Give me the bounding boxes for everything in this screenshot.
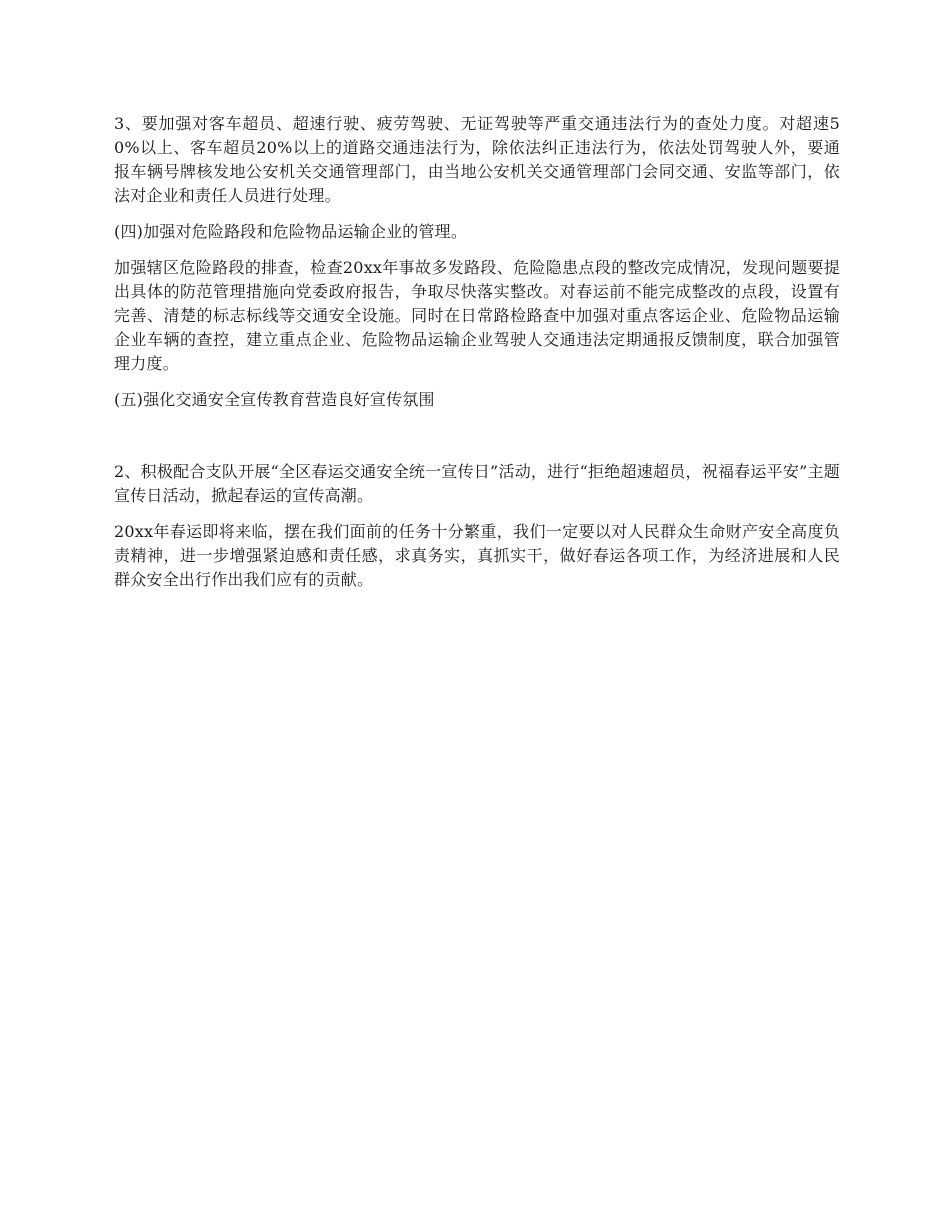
paragraph-dangerous-roads: 加强辖区危险路段的排查，检查20xx年事故多发路段、危险隐患点段的整改完成情况，发现问题要提出具体的防范管理措施向党委政府报告，争取尽快落实整改。对春运前不能完成整改的点段，设置有完善、清楚的标志标线等交通安全设施。同时在日常路检路查中加强对重点客运企业、危险物品运输企业车辆的查控，建立重点企业、危险物品运输企业驾驶人交通违法定期通报反馈制度，联合加强管理力度。 bbox=[114, 258, 840, 373]
document-page bbox=[114, 112, 840, 604]
blank-gap bbox=[114, 424, 840, 460]
section-heading-4: (四)加强对危险路段和危险物品运输企业的管理。 bbox=[114, 222, 468, 241]
section-heading-5: (五)强化交通安全宣传教育营造良好宣传氛围 bbox=[114, 390, 435, 409]
paragraph-conclusion: 20xx年春运即将来临，摆在我们面前的任务十分繁重，我们一定要以对人民群众生命财产安全高度负责精神，进一步增强紧迫感和责任感，求真务实，真抓实干，做好春运各项工作，为经济进展和人民群众安全出行作出我们应有的贡献。 bbox=[114, 522, 840, 589]
paragraph-publicity-day: 2、积极配合支队开展“全区春运交通安全统一宣传日”活动，进行“拒绝超速超员，祝福春运平安”主题宣传日活动，掀起春运的宣传高潮。 bbox=[114, 462, 840, 505]
paragraph-measure-3: 3、要加强对客车超员、超速行驶、疲劳驾驶、无证驾驶等严重交通违法行为的查处力度。对超速50%以上、客车超员20%以上的道路交通违法行为，除依法纠正违法行为，依法处罚驾驶人外，要通报车辆号牌核发地公安机关交通管理部门，由当地公安机关交通管理部门会同交通、安监等部门，依法对企业和责任人员进行处理。 bbox=[114, 114, 840, 205]
